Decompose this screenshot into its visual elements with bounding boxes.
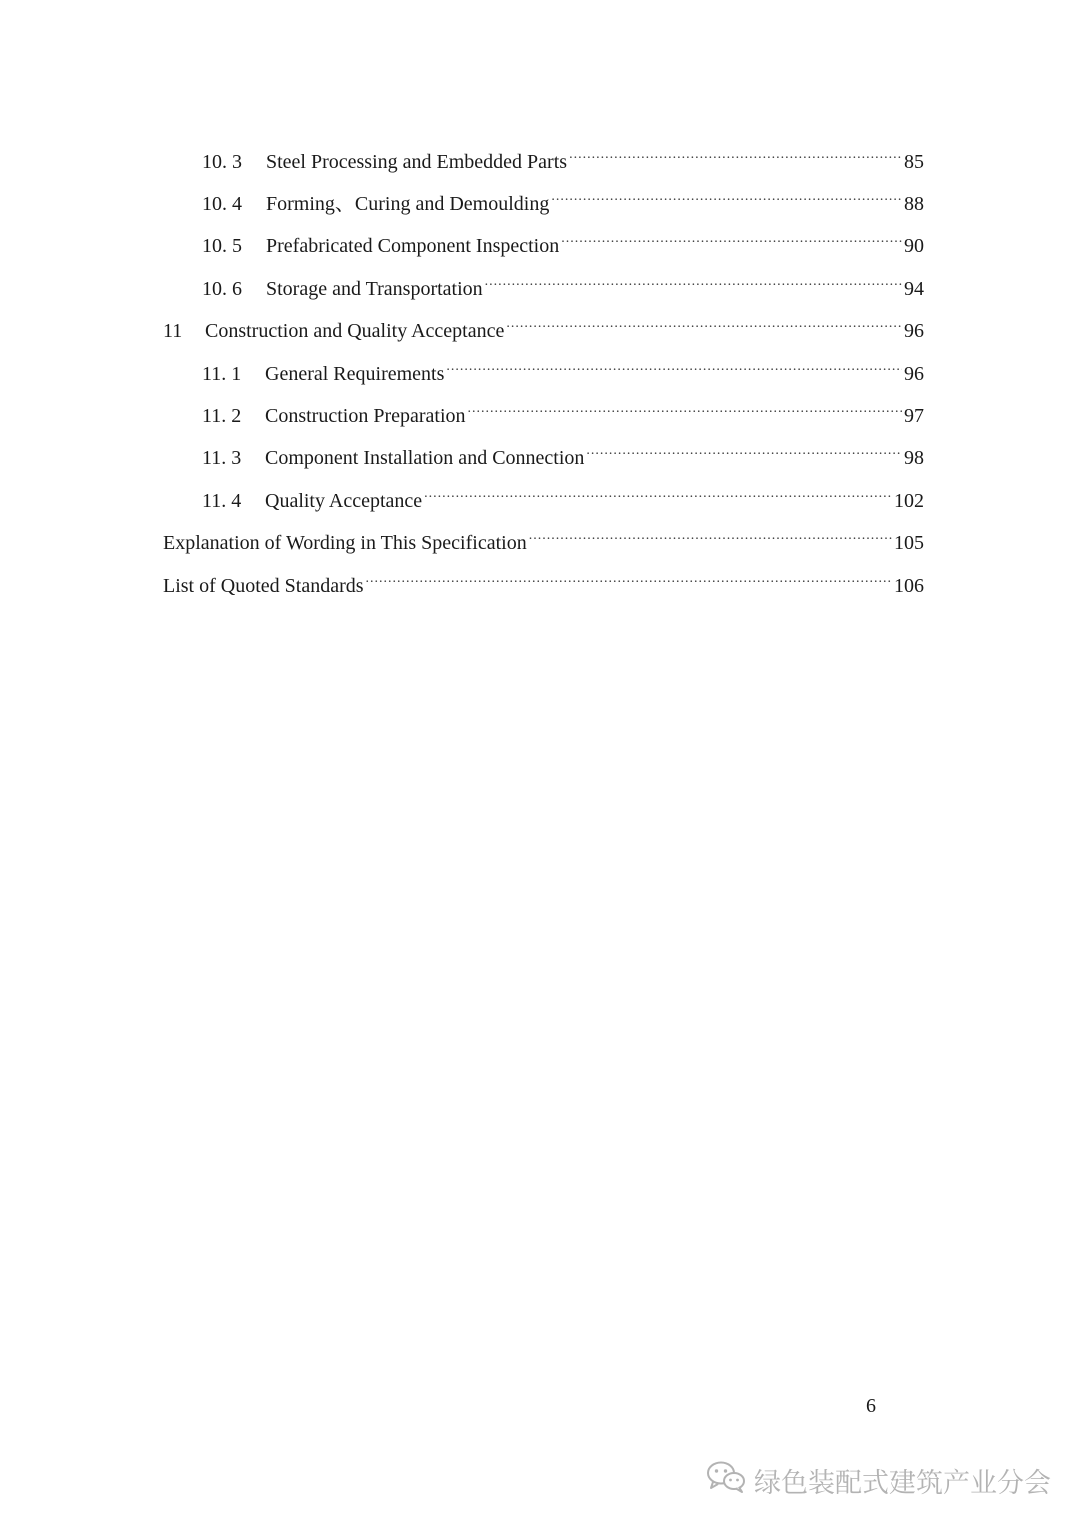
toc-entry-title: Steel Processing and Embedded Parts: [266, 151, 568, 173]
toc-entry-11-1: [202, 350, 924, 385]
toc-entry-page: 85: [904, 151, 924, 173]
toc-dot-leader: [424, 477, 892, 507]
toc-dot-leader: [569, 138, 902, 168]
toc-entry-title: Explanation of Wording in This Specification: [163, 532, 527, 554]
toc-entry-number: 11. 1: [202, 363, 242, 385]
toc-entry-page: 90: [904, 235, 924, 257]
toc-entry-11-4: [202, 477, 924, 512]
toc-entry-page: 88: [904, 193, 924, 215]
toc-entry-10-4: [202, 180, 924, 215]
toc-entry-explanation: [163, 519, 924, 554]
toc-entry-title: Storage and Transportation: [266, 278, 483, 300]
toc-entry-10-3: [202, 138, 924, 173]
toc-entry-number: 10. 5: [202, 235, 242, 257]
toc-entry-title: Construction and Quality Acceptance: [205, 320, 505, 342]
toc-dot-leader: [551, 180, 902, 210]
toc-entry-page: 102: [894, 490, 924, 512]
toc-entry-11: [163, 307, 924, 342]
toc-dot-leader: [529, 519, 892, 549]
toc-entry-number: 11. 4: [202, 490, 242, 512]
toc-entry-title: Component Installation and Connection: [265, 447, 585, 469]
toc-dot-leader: [586, 434, 902, 464]
toc-dot-leader: [446, 350, 902, 380]
toc-dot-leader: [366, 562, 892, 592]
toc-entry-number: 11. 3: [202, 447, 242, 469]
toc-entry-page: 106: [894, 575, 924, 597]
toc-entry-number: 10. 6: [202, 278, 242, 300]
toc-entry-page: 94: [904, 278, 924, 300]
toc-entry-title: Forming、Curing and Demoulding: [266, 193, 550, 215]
toc-entry-title: List of Quoted Standards: [163, 575, 364, 597]
watermark-text: 绿色装配式建筑产业分会: [754, 1467, 1051, 1499]
toc-entry-10-6: [202, 265, 924, 300]
toc-dot-leader: [485, 265, 902, 295]
toc-entry-number: 11: [163, 320, 183, 342]
toc-entry-page: 96: [904, 363, 924, 385]
toc-dot-leader: [468, 392, 902, 422]
toc-entry-title: Quality Acceptance: [265, 490, 423, 512]
toc-entry-number: 10. 4: [202, 193, 242, 215]
toc-entry-11-2: [202, 392, 924, 427]
toc-entry-number: 11. 2: [202, 405, 242, 427]
toc-dot-leader: [506, 307, 902, 337]
toc-entry-page: 98: [904, 447, 924, 469]
page-number: 6: [866, 1395, 876, 1417]
toc-dot-leader: [561, 222, 902, 252]
watermark: [706, 1460, 1051, 1500]
toc-entry-title: Prefabricated Component Inspection: [266, 235, 560, 257]
toc-entry-10-5: [202, 222, 924, 257]
toc-entry-title: General Requirements: [265, 363, 445, 385]
toc-entry-page: 105: [894, 532, 924, 554]
toc-entry-11-3: [202, 434, 924, 469]
toc-entry-page: 96: [904, 320, 924, 342]
wechat-icon: [706, 1460, 754, 1501]
toc-entry-title: Construction Preparation: [265, 405, 466, 427]
toc-entry-page: 97: [904, 405, 924, 427]
toc-entry-number: 10. 3: [202, 151, 242, 173]
toc-entry-quoted-standards: [163, 562, 924, 597]
